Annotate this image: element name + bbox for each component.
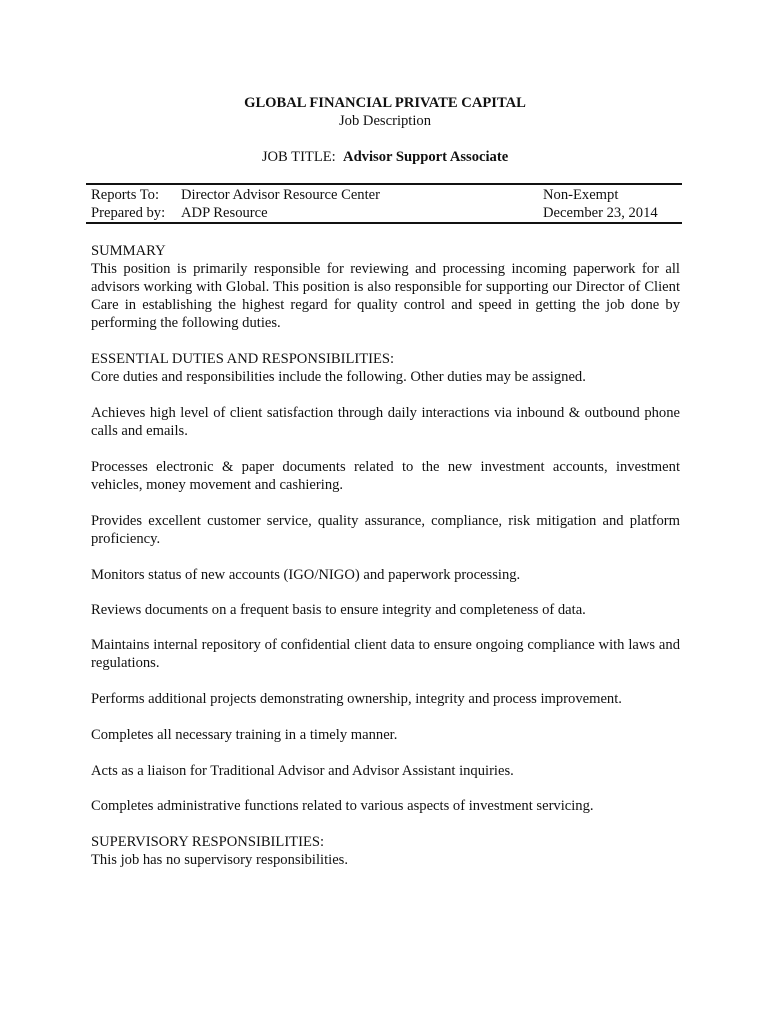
duty-item: Monitors status of new accounts (IGO/NIGO) and paperwork processing.	[91, 567, 521, 583]
supervisory-section	[91, 833, 680, 869]
summary-section	[91, 242, 680, 332]
duty-item: Provides excellent customer service, quality assurance, compliance, risk mitigation and platform proficiency.	[91, 513, 680, 547]
top-rule	[86, 183, 682, 185]
job-title-value: Advisor Support Associate	[343, 149, 509, 165]
reports-to-label: Reports To:	[91, 187, 160, 203]
duty-item: Maintains internal repository of confidential client data to ensure ongoing compliance with laws and regulations.	[91, 637, 680, 671]
exemption-status: Non-Exempt	[543, 187, 619, 203]
duty-item: Completes administrative functions related to various aspects of investment servicing.	[91, 798, 594, 814]
supervisory-heading: SUPERVISORY RESPONSIBILITIES:	[91, 834, 325, 850]
document-subtitle: Job Description	[338, 113, 431, 129]
duty-item: Reviews documents on a frequent basis to ensure integrity and completeness of data.	[91, 602, 586, 618]
supervisory-text: This job has no supervisory responsibilities.	[91, 852, 348, 868]
duties-intro: Core duties and responsibilities include the following. Other duties may be assigned.	[91, 369, 586, 385]
summary-heading: SUMMARY	[91, 243, 166, 259]
company-name: GLOBAL FINANCIAL PRIVATE CAPITAL	[244, 95, 526, 111]
duties-section	[91, 350, 680, 386]
summary-text: This position is primarily responsible for reviewing and processing incoming paperwork for all advisors working with Global. This position is also responsible for supporting our Director of Client Care in establishing the highest regard for quality control and speed in getting the job done by performing the following duties.	[91, 261, 680, 331]
duties-heading: ESSENTIAL DUTIES AND RESPONSIBILITIES:	[91, 351, 395, 367]
prepared-by-row	[91, 204, 681, 222]
reports-to-value: Director Advisor Resource Center	[181, 187, 380, 203]
prepared-by-value: ADP Resource	[181, 205, 268, 221]
bottom-rule	[86, 222, 682, 224]
duty-item: Processes electronic & paper documents related to the new investment accounts, investment vehicles, money movement and cashiering.	[91, 459, 680, 493]
prepared-by-label: Prepared by:	[91, 205, 166, 221]
duty-item: Achieves high level of client satisfaction through daily interactions via inbound & outbound phone calls and emails.	[91, 405, 680, 439]
job-title-label: JOB TITLE:	[261, 149, 336, 165]
duty-item: Performs additional projects demonstrating ownership, integrity and process improvement.	[91, 691, 622, 707]
job-title-line	[0, 148, 770, 166]
prepared-date: December 23, 2014	[543, 205, 658, 221]
reports-to-row	[91, 186, 681, 204]
duty-item: Acts as a liaison for Traditional Advisor and Advisor Assistant inquiries.	[91, 763, 514, 779]
duty-item: Completes all necessary training in a timely manner.	[91, 727, 398, 743]
